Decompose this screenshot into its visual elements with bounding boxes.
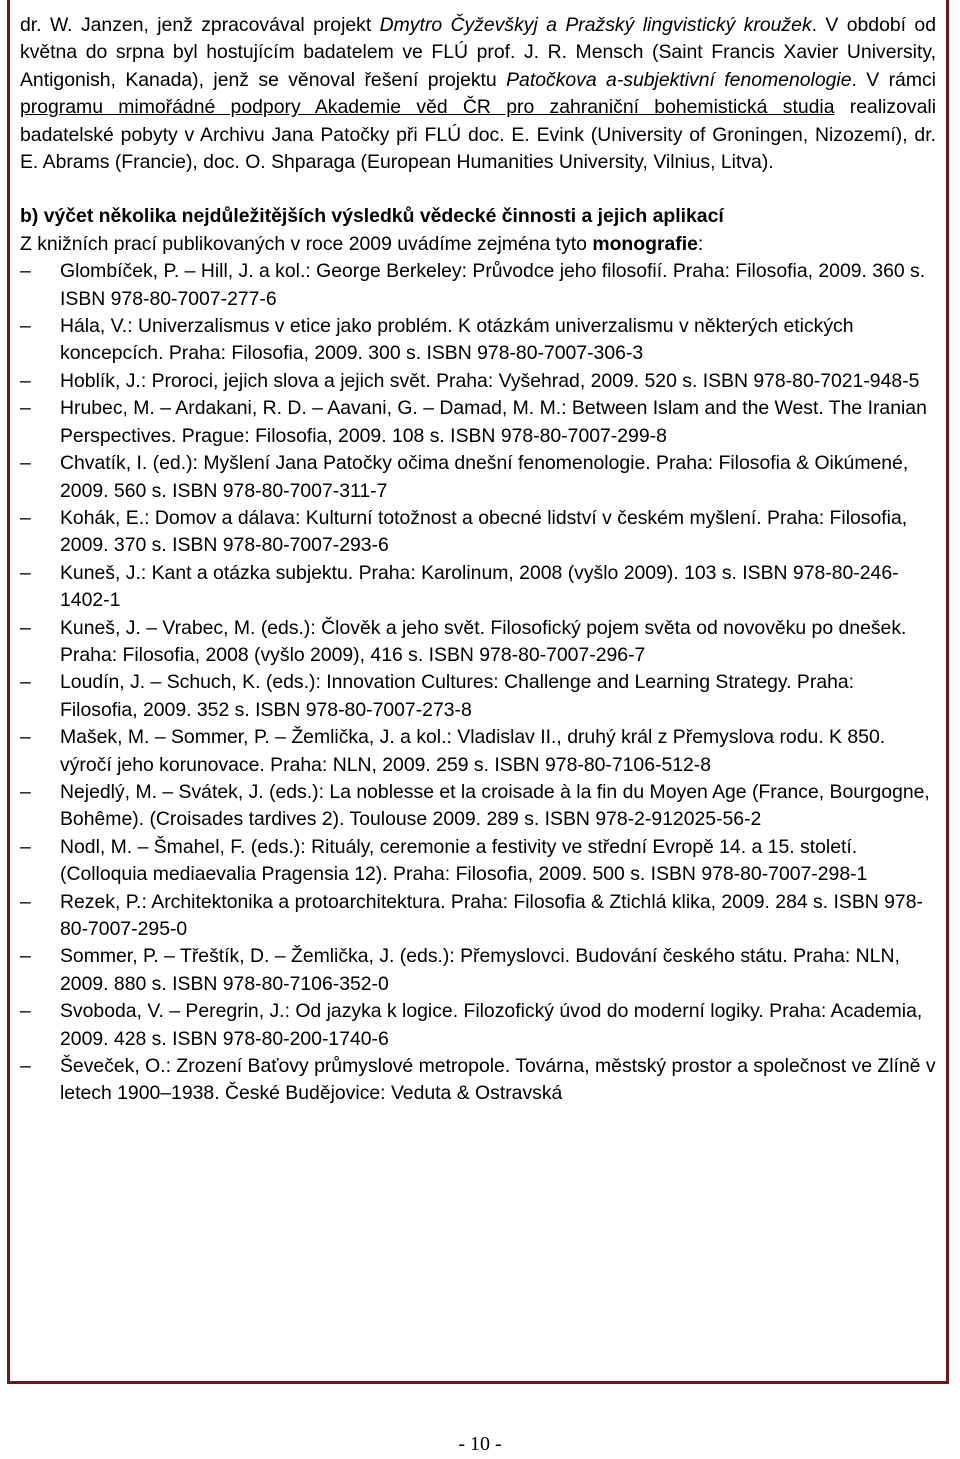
- list-dash: –: [20, 726, 31, 749]
- monographs-intro-end: :: [697, 232, 704, 255]
- paragraph-underlined-program: programu mimořádné podpory Akademie věd ČR pro zahraniční bohemistická studia: [20, 96, 835, 119]
- list-item-text: Mašek, M. – Sommer, P. – Žemlička, J. a kol.: Vladislav II., druhý král z Přemyslova rodu. K 850. výročí jeho korunovace. Praha: NLN, 2009. 259 s. ISBN 978-80-7106-512-8: [60, 726, 886, 776]
- content-frame: [7, 0, 949, 1384]
- list-item: [20, 560, 936, 615]
- list-item-text: Hrubec, M. – Ardakani, R. D. – Aavani, G. – Damad, M. M.: Between Islam and the West. The Iranian Perspectives. Prague: Filosofia, 2009. 108 s. ISBN 978-80-7007-299-8: [60, 397, 927, 447]
- paragraph-italic-title-1: Dmytro Čyževškyj a Pražský lingvistický kroužek: [379, 14, 812, 36]
- list-dash: –: [20, 506, 31, 529]
- list-dash: –: [20, 835, 31, 858]
- list-item-text: Svoboda, V. – Peregrin, J.: Od jazyka k logice. Filozofický úvod do moderní logiky. Praha: Academia, 2009. 428 s. ISBN 978-80-200-1740-6: [60, 1000, 923, 1050]
- list-dash: –: [20, 1055, 31, 1078]
- list-item: [20, 313, 936, 368]
- paragraph-text-2: . V období od května do srpna byl hostujícím badatelem ve FLÚ prof. J. R. Mensch (Saint Francis Xavier University, Antigonish, Kanada), jenž se věnoval řešení projektu: [20, 14, 936, 91]
- list-item-text: Hála, V.: Univerzalismus v etice jako problém. K otázkám univerzalismu v některých etických koncepcích. Praha: Filosofia, 2009. 300 s. ISBN 978-80-7007-306-3: [60, 315, 854, 365]
- list-item: [20, 889, 936, 944]
- list-item-text: Ševeček, O.: Zrození Baťovy průmyslové metropole. Továrna, městský prostor a společnost ve Zlíně v letech 1900–1938. České Budějovice: Veduta & Ostravská: [60, 1055, 936, 1105]
- list-item: [20, 368, 936, 395]
- list-item: [20, 615, 936, 670]
- list-dash: –: [20, 890, 31, 913]
- list-item: [20, 779, 936, 834]
- list-item-text: Loudín, J. – Schuch, K. (eds.): Innovation Cultures: Challenge and Learning Strategy. Praha: Filosofia, 2009. 352 s. ISBN 978-80-7007-273-8: [60, 671, 855, 721]
- monographs-intro-bold: monografie: [592, 232, 698, 255]
- page-number: - 10 -: [458, 1433, 502, 1455]
- list-item-text: Kohák, E.: Domov a dálava: Kulturní totožnost a obecné lidství v českém myšlení. Praha: Filosofia, 2009. 370 s. ISBN 978-80-7007-293-6: [60, 506, 908, 557]
- list-dash: –: [20, 315, 31, 338]
- paragraph-text-3: . V rámci: [851, 68, 936, 91]
- list-item-text: Glombíček, P. – Hill, J. a kol.: George Berkeley: Průvodce jeho filosofií. Praha: Filosofia, 2009. 360 s. ISBN 978-80-7007-277-6: [60, 260, 926, 310]
- list-dash: –: [20, 397, 31, 420]
- paragraph-text-4: realizovali badatelské pobyty v Archivu Jana Patočky při FLÚ doc. E. Evink (University of Groningen, Nizozemí), dr. E. Abrams (Francie), doc. O. Shparaga (European Humanities University, Vilnius, Litva).: [20, 96, 937, 174]
- list-item-text: Kuneš, J. – Vrabec, M. (eds.): Člověk a jeho svět. Filosofický pojem světa od novověku po dnešek. Praha: Filosofia, 2008 (vyšlo 2009), 416 s. ISBN 978-80-7007-296-7: [60, 616, 907, 666]
- list-item-text: Nodl, M. – Šmahel, F. (eds.): Rituály, ceremonie a festivity ve střední Evropě 14. a 15. století. (Colloquia mediaevalia Pragensia 12). Praha: Filosofia, 2009. 500 s. ISBN 978-80-7007-298-1: [60, 835, 868, 886]
- list-item: [20, 998, 936, 1053]
- list-item: [20, 1053, 936, 1108]
- list-item: [20, 834, 936, 889]
- list-dash: –: [20, 780, 31, 803]
- list-item-text: Sommer, P. – Třeštík, D. – Žemlička, J. (eds.): Přemyslovci. Budování českého státu. Praha: NLN, 2009. 880 s. ISBN 978-80-7106-352-0: [60, 945, 900, 995]
- monographs-intro-text: Z knižních prací publikovaných v roce 2009 uvádíme zejména tyto: [20, 232, 593, 255]
- list-item: [20, 258, 936, 313]
- list-item-text: Kuneš, J.: Kant a otázka subjektu. Praha: Karolinum, 2008 (vyšlo 2009). 103 s. ISBN 978-80-246-1402-1: [60, 561, 899, 612]
- list-item-text: Rezek, P.: Architektonika a protoarchitektura. Praha: Filosofia & Ztichlá klika, 2009. 284 s. ISBN 978-80-7007-295-0: [60, 890, 923, 940]
- paragraph-text-1: dr. W. Janzen, jenž zpracovával projekt: [20, 14, 380, 36]
- monographs-intro: [20, 231, 936, 258]
- list-dash: –: [20, 369, 31, 392]
- list-dash: –: [20, 452, 31, 475]
- list-dash: –: [20, 671, 31, 694]
- list-item: [20, 505, 936, 560]
- section-heading: b) výčet několika nejdůležitějších výsledků vědecké činnosti a jejich aplikací: [20, 205, 724, 228]
- list-dash: –: [20, 1000, 31, 1023]
- list-dash: –: [20, 945, 31, 968]
- intro-paragraph: [20, 12, 936, 176]
- list-item: [20, 669, 936, 724]
- list-item: [20, 450, 936, 505]
- list-item: [20, 724, 936, 779]
- list-dash: –: [20, 561, 31, 584]
- list-dash: –: [20, 616, 31, 639]
- list-item: [20, 395, 936, 450]
- list-item-text: Chvatík, I. (ed.): Myšlení Jana Patočky očima dnešní fenomenologie. Praha: Filosofia & Oikúmené, 2009. 560 s. ISBN 978-80-7007-311-7: [60, 452, 909, 502]
- monographs-list: [20, 258, 936, 1108]
- list-item-text: Hoblík, J.: Proroci, jejich slova a jejich svět. Praha: Vyšehrad, 2009. 520 s. ISBN 978-80-7021-948-5: [60, 369, 920, 392]
- paragraph-italic-title-2: Patočkova a-subjektivní fenomenologie: [506, 68, 852, 91]
- list-item-text: Nejedlý, M. – Svátek, J. (eds.): La noblesse et la croisade à la fin du Moyen Age (France, Bourgogne, Bohême). (Croisades tardives 2). Toulouse 2009. 289 s. ISBN 978-2-912025-56-2: [60, 780, 930, 831]
- list-dash: –: [20, 260, 31, 283]
- list-item: [20, 943, 936, 998]
